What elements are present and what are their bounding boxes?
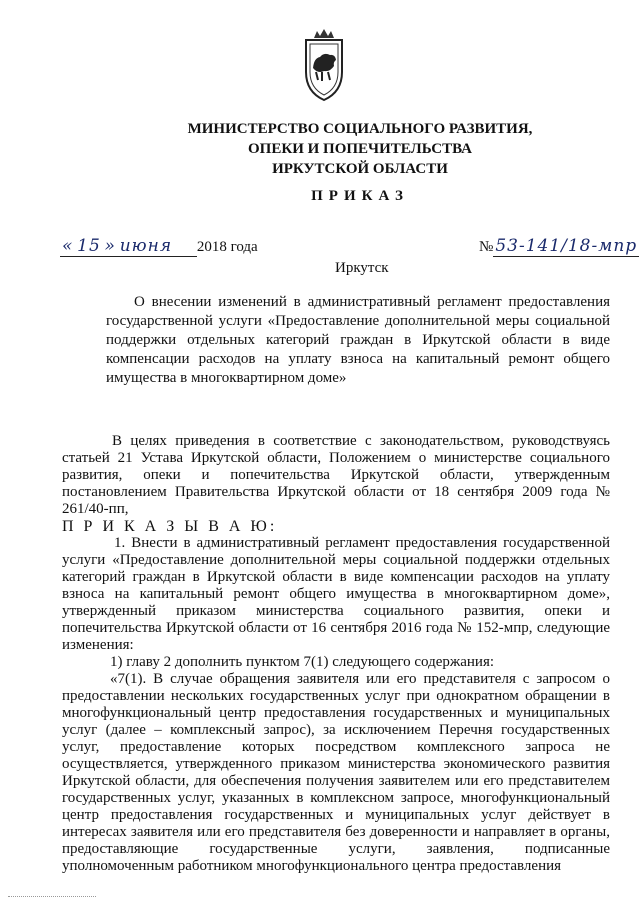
date-close-quote: » xyxy=(104,236,116,256)
document-title: ПРИКАЗ xyxy=(311,188,409,204)
ministry-name xyxy=(150,119,570,179)
item-1-paragraph: 1. Внести в административный регламент предоставления государственной услуги «Предоставление дополнительной меры социальной поддержки отдельных категорий граждан в Иркутской области в виде компенсации расходов на уплату взноса на капитальный ремонт общего имущества в многоквартирном доме», утвержденный приказом министерства социального развития, опеки и попечительства Иркутской области от 16 сентября 2016 года № 152-мпр, следующие изменения: xyxy=(62,535,610,653)
preamble-paragraph: В целях приведения в соответствие с законодательством, руководствуясь статьей 21 Устава Иркутской области, Положением о министерстве социального развития, опеки и попечительства Иркутской области, утвержденным постановлением Правительства Иркутской области от 18 сентября 2009 года № 261/40-пп, xyxy=(62,433,610,517)
order-subject xyxy=(106,293,610,388)
date-open-quote: « xyxy=(62,236,74,256)
quoted-paragraph-7-1: «7(1). В случае обращения заявителя или его представителя с запросом о предоставлении нескольких государственных услуг при однократном обращении в многофункциональный центр предоставления государственных и муниципальных услуг (далее – комплексный запрос), за исключением Перечня государственных услуг, предоставление которых посредством комплексного запроса не осуществляется, утвержденного приказом министерства экономического развития Иркутской области, для обеспечения получения заявителем или его представителем государственных услуг, указанных в комплексном запросе, многофункциональный центр предоставления государственных и муниципальных услуг действует в интересах заявителя или его представителя без доверенности и направляет в органы, предоставляющие государственные услуги, заявления, подписанные уполномоченным работником многофункционального центра предоставления xyxy=(62,671,610,874)
order-date xyxy=(60,236,258,257)
footer-divider xyxy=(8,896,96,897)
order-body xyxy=(62,433,610,875)
irkutsk-coat-of-arms-icon xyxy=(300,28,348,102)
prikazyvayu-heading: П Р И К А З Ы В А Ю: xyxy=(62,518,278,535)
ministry-line-3: ИРКУТСКОЙ ОБЛАСТИ xyxy=(272,161,448,177)
subitem-1-paragraph: 1) главу 2 дополнить пунктом 7(1) следующего содержания: xyxy=(110,654,495,670)
order-number-value: 53-141/18-мпр xyxy=(495,236,638,256)
order-number-prefix: № xyxy=(479,239,494,255)
order-subject-text: О внесении изменений в административный регламент предоставления государственной услуги «Предоставление дополнительной меры социальной поддержки отдельных категорий граждан в Иркутской области в виде компенсации расходов на уплату взноса на капитальный ремонт общего имущества в многоквартирном доме» xyxy=(106,294,610,386)
date-day: 15 xyxy=(77,236,101,256)
date-handwritten xyxy=(60,236,197,257)
date-year: 2018 года xyxy=(196,239,258,255)
order-number xyxy=(479,236,639,256)
ministry-line-2: ОПЕКИ И ПОПЕЧИТЕЛЬСТВА xyxy=(248,141,472,157)
city: Иркутск xyxy=(335,260,389,276)
ministry-line-1: МИНИСТЕРСТВО СОЦИАЛЬНОГО РАЗВИТИЯ, xyxy=(187,121,533,137)
date-month: июня xyxy=(119,236,173,256)
